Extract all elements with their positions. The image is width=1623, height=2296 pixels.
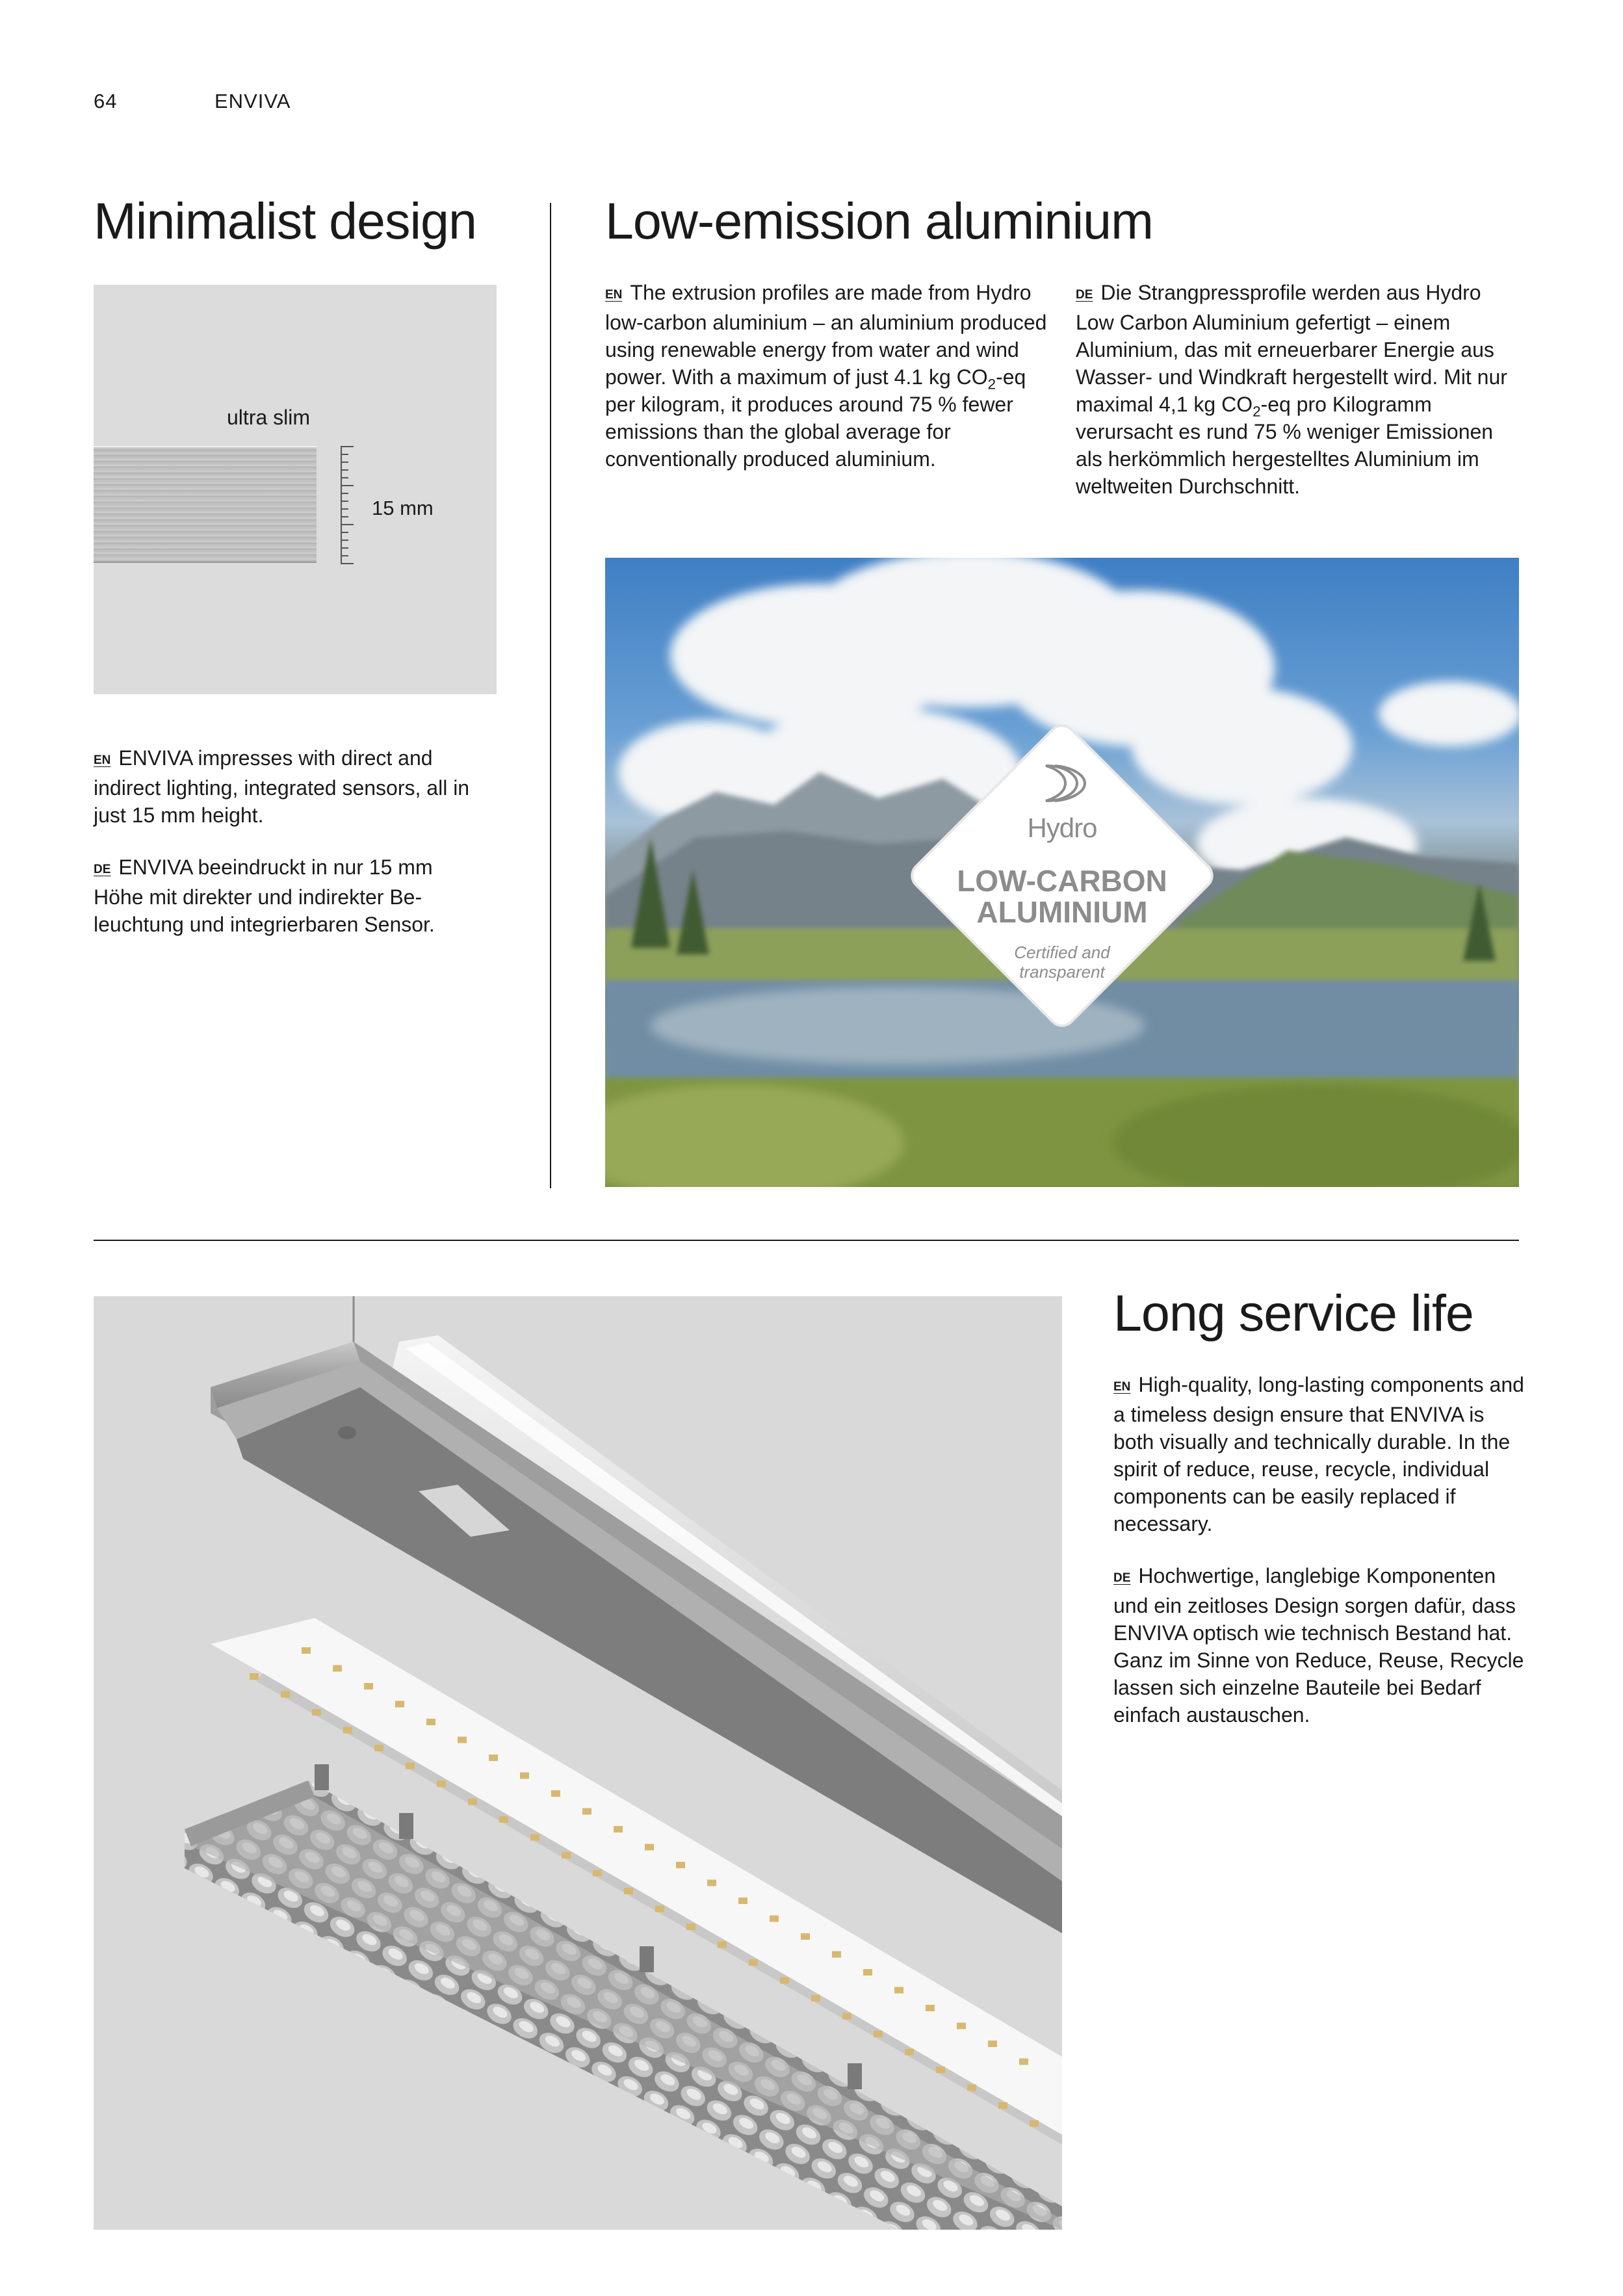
led-chip xyxy=(489,1755,498,1761)
service-de-paragraph xyxy=(1113,1562,1529,1729)
led-chip xyxy=(957,2023,966,2029)
led-chip xyxy=(593,1870,602,1877)
hydro-logo-icon xyxy=(1039,761,1091,806)
ruler-tick xyxy=(341,516,348,517)
led-chip xyxy=(437,1781,446,1787)
led-chip xyxy=(364,1683,373,1689)
ruler-tick xyxy=(341,462,348,463)
led-chip xyxy=(686,1924,695,1930)
led-chip xyxy=(1030,2120,1039,2127)
ruler-tick xyxy=(341,454,348,455)
led-chip xyxy=(645,1844,654,1851)
led-chip xyxy=(894,1987,903,1994)
led-chip xyxy=(468,1799,477,1805)
led-chip xyxy=(520,1773,529,1779)
en-language-tag: EN xyxy=(94,753,111,767)
led-chip xyxy=(707,1880,716,1886)
led-chip xyxy=(842,2013,851,2020)
aluminium-de-text-cont: -eq pro Kilogramm verursacht es rund 75 % weniger Emissionen als herkömmlich hergestelltes Aluminium im weltweiten Durchschnitt. xyxy=(1076,393,1494,498)
led-chip xyxy=(738,1898,747,1904)
badge-sub2: transparent xyxy=(1019,962,1105,982)
led-chip xyxy=(312,1709,321,1715)
led-chip xyxy=(770,1916,779,1922)
led-chip xyxy=(395,1701,404,1708)
co2-subscript: 2 xyxy=(1253,403,1261,420)
co2-subscript: 2 xyxy=(987,376,996,393)
led-chip xyxy=(926,2005,935,2011)
minimalist-de-paragraph xyxy=(94,854,484,938)
led-chip xyxy=(801,1933,810,1940)
luminaire-exploded-render xyxy=(94,1296,1062,2230)
dimension-ruler-icon xyxy=(341,446,355,563)
minimalist-de-text: ENVIVA beeindruckt in nur 15 mm Höhe mit direkter und indirekter Beleuchtung und integrierbaren Sensor. xyxy=(94,855,435,936)
led-chip xyxy=(281,1691,290,1698)
ruler-tick xyxy=(341,547,348,549)
service-title: Long service life xyxy=(1113,1284,1474,1342)
service-de-text: Hochwertige, langlebige Komponenten und ein zeitloses Design sorgen dafür, dass ENVIVA optisch wie technisch Bestand hat. Ganz im Sinne von Reduce, Reuse, Recycle lassen sich einzelne Bauteile bei Bedarf einfach austauschen. xyxy=(1113,1564,1524,1727)
aluminium-de-text: Die Strangpressprofile werden aus Hydro Low Carbon Aluminium gefertigt – einem Aluminium, das mit erneuerbarer Energie aus Wasser- und Windkraft hergestellt wird. Mit nur maximal 4,1 kg CO xyxy=(1076,281,1507,416)
aluminium-en-text-cont: -eq per kilogram, it produces around 75 % fewer emissions than the global average for conventionally produced aluminium. xyxy=(605,365,1026,471)
minimalist-title: Minimalist design xyxy=(94,192,476,250)
ruler-tick xyxy=(341,540,348,541)
led-chip xyxy=(426,1719,435,1725)
led-chip xyxy=(624,1888,633,1894)
led-chip xyxy=(562,1852,571,1859)
ruler-tick xyxy=(341,477,348,478)
ruler-tick xyxy=(341,563,354,564)
ruler-tick xyxy=(341,555,348,556)
minimalist-en-paragraph xyxy=(94,744,484,829)
led-chip xyxy=(749,1959,758,1966)
led-chip xyxy=(998,2102,1007,2109)
section-divider xyxy=(94,1240,1519,1241)
de-language-tag: DE xyxy=(1076,288,1093,302)
led-chip xyxy=(250,1673,259,1680)
ruler-tick xyxy=(341,524,354,525)
ruler-tick xyxy=(341,469,348,471)
en-language-tag: EN xyxy=(605,288,623,302)
slim-profile-diagram xyxy=(94,285,497,694)
led-chip xyxy=(780,1977,789,1984)
ruler-tick xyxy=(341,485,354,486)
aluminium-title: Low-emission aluminium xyxy=(605,192,1153,250)
led-chip xyxy=(936,2067,945,2073)
ruler-tick xyxy=(341,493,348,494)
page-number: 64 xyxy=(94,90,118,112)
ruler-tick xyxy=(341,508,348,510)
en-language-tag: EN xyxy=(1113,1380,1131,1394)
led-chip xyxy=(582,1808,591,1815)
running-header-brand: ENVIVA xyxy=(214,90,291,112)
led-chip xyxy=(499,1816,508,1823)
luminaire-components xyxy=(94,1296,1062,2230)
led-chip xyxy=(551,1790,560,1797)
minimalist-en-text: ENVIVA impresses with direct and indirect lighting, integrated sensors, all in just 15 mm height. xyxy=(94,746,470,827)
dimension-label: 15 mm xyxy=(372,497,434,519)
led-chip xyxy=(374,1745,383,1751)
profile-cross-section xyxy=(94,446,317,563)
led-chip xyxy=(874,2031,883,2037)
led-chip xyxy=(530,1834,539,1841)
ruler-tick xyxy=(341,532,348,533)
low-carbon-badge xyxy=(908,722,1216,1030)
badge-line2: ALUMINIUM xyxy=(976,895,1148,929)
led-chip xyxy=(832,1951,841,1958)
led-chip xyxy=(458,1737,467,1743)
led-chip xyxy=(406,1763,415,1769)
service-en-text: High-quality, long-lasting components and a timeless design ensure that ENVIVA is both visually and technically durable. In the spirit of reduce, reuse, recycle, individual components can be easily replaced if necessary. xyxy=(1113,1373,1524,1535)
led-chip xyxy=(655,1906,664,1912)
ruler-tick xyxy=(341,501,348,502)
de-language-tag: DE xyxy=(94,863,111,876)
column-divider xyxy=(550,203,551,1188)
ultra-slim-label: ultra slim xyxy=(227,406,311,429)
led-chip xyxy=(333,1665,342,1672)
badge-line1: LOW-CARBON xyxy=(957,864,1167,898)
badge-brand: Hydro xyxy=(1027,813,1097,843)
aluminium-en-paragraph xyxy=(605,279,1054,473)
aluminium-en-text: The extrusion profiles are made from Hydro low-carbon aluminium – an aluminium produced using renewable energy from water and wind power. With a maximum of just 4.1 kg CO xyxy=(605,281,1047,389)
badge-sub1: Certified and xyxy=(1014,943,1110,962)
led-chip xyxy=(614,1826,623,1833)
service-en-paragraph xyxy=(1113,1371,1529,1537)
led-chip xyxy=(676,1862,685,1868)
led-chip xyxy=(905,2049,914,2055)
led-chip xyxy=(343,1727,352,1734)
led-chip xyxy=(967,2085,976,2091)
landscape-photo xyxy=(605,558,1519,1187)
led-chip xyxy=(718,1942,727,1948)
de-language-tag: DE xyxy=(1113,1571,1131,1585)
led-chip xyxy=(1019,2059,1028,2065)
led-chip xyxy=(863,1969,872,1976)
led-chip xyxy=(302,1647,311,1654)
ruler-tick xyxy=(341,446,354,447)
aluminium-de-paragraph xyxy=(1076,279,1524,500)
led-chip xyxy=(988,2041,997,2047)
led-chip xyxy=(811,1995,820,2002)
